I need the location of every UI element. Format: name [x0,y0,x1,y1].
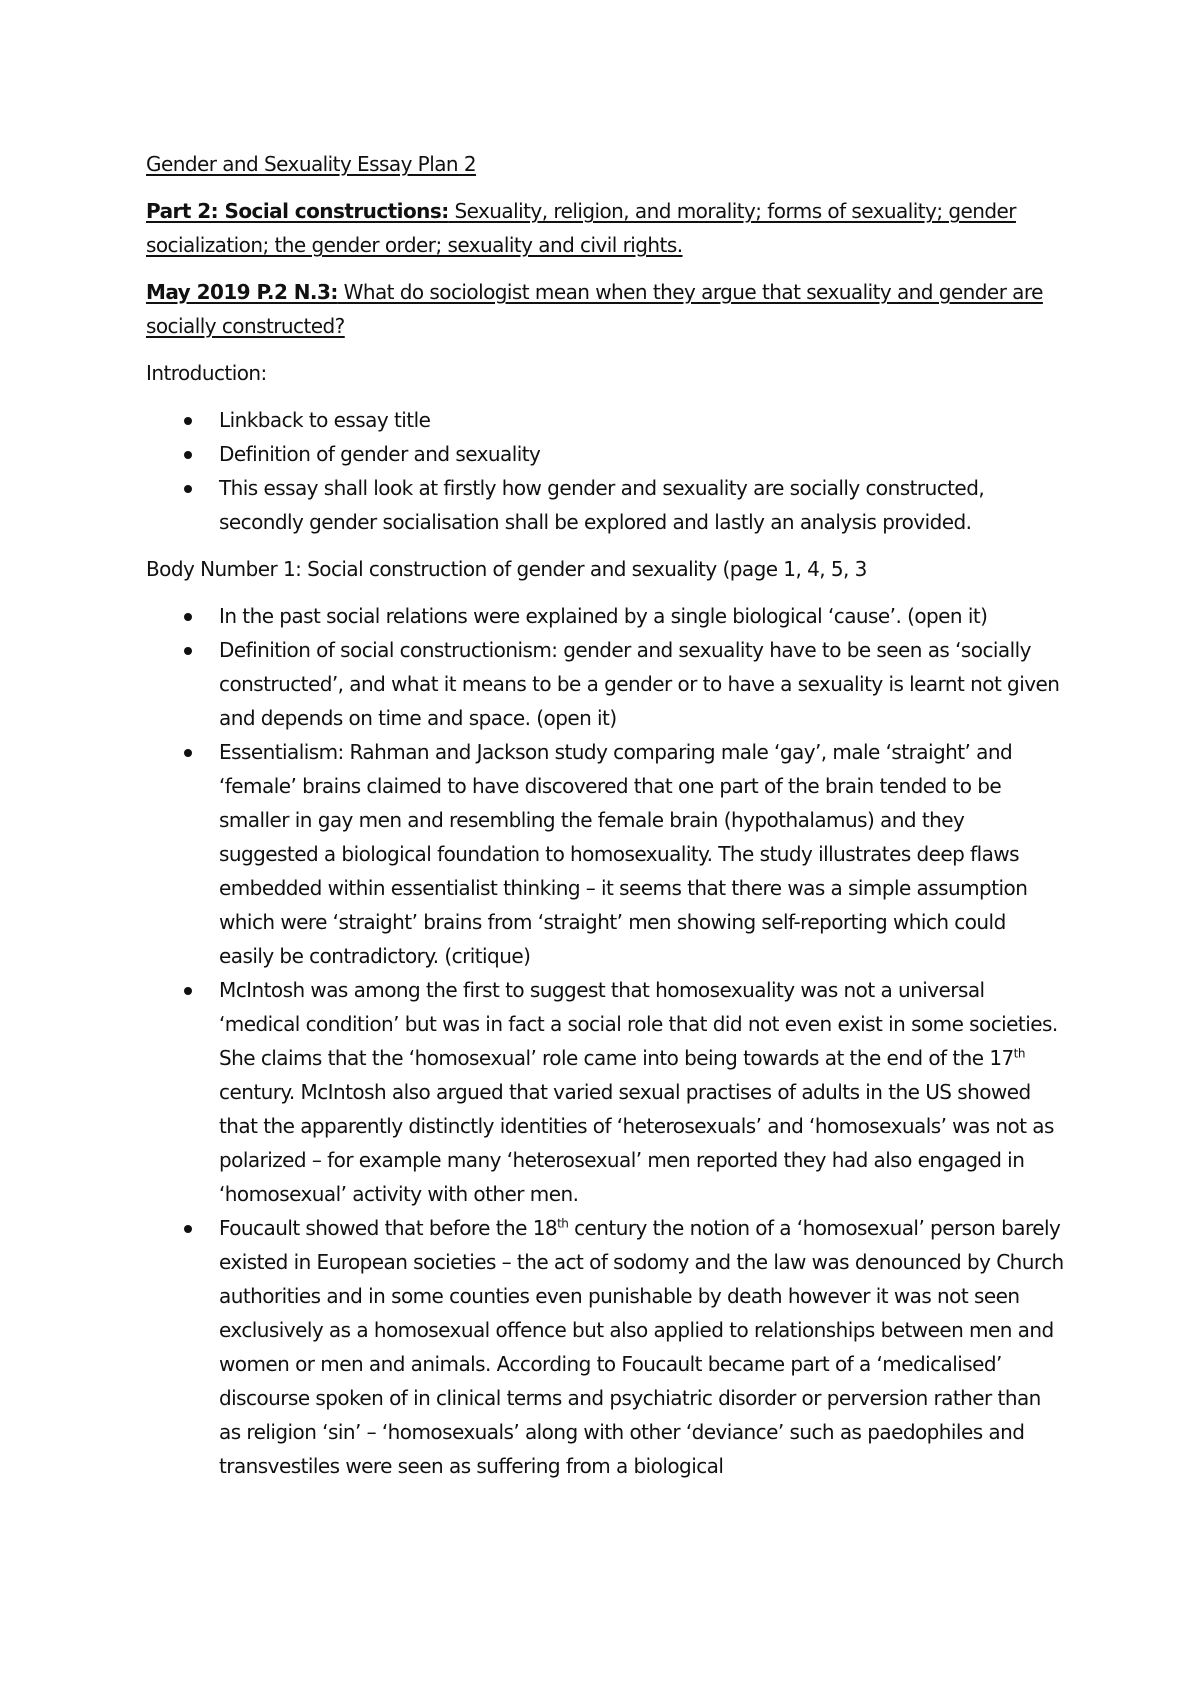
bullet-icon [184,647,192,655]
question-heading [146,275,1066,343]
bullet-icon [184,749,192,757]
list-item-mcintosh: McIntosh was among the first to suggest that homosexuality was not a universal ‘medical condition’ but was in fact a social role that did not even exist in some societies. She claims that the ‘homosexual’ role came into being towards at the end of the 17th century. McIntosh also argued that varied sexual practises of adults in the US showed that the apparently distinctly identities of ‘heterosexuals’ and ‘homosexuals’ was not as polarized – for example many ‘heterosexual’ men reported they had also engaged in ‘homosexual’ activity with other men. [146,973,1066,1211]
part-label: Part 2: Social constructions: [146,199,449,223]
list-item: Linkback to essay title [146,403,1066,437]
question-text: What do sociologist mean when they argue that sexuality and gender are socially constructed? [146,280,1043,338]
list-item-foucault: Foucault showed that before the 18th century the notion of a ‘homosexual’ person barely existed in European societies – the act of sodomy and the law was denounced by Church authorities and in some counties even punishable by death however it was not seen exclusively as a homosexual offence but also applied to relationships between men and women or men and animals. According to Foucault became part of a ‘medicalised’ discourse spoken of in clinical terms and psychiatric disorder or perversion rather than as religion ‘sin’ – ‘homosexuals’ along with other ‘deviance’ such as paedophiles and transvestiles were seen as suffering from a biological [146,1211,1066,1483]
bullet-icon [184,613,192,621]
bullet-icon [184,451,192,459]
list-item: Definition of gender and sexuality [146,437,1066,471]
introduction-heading: Introduction: [146,361,267,385]
question-label: May 2019 P.2 N.3: [146,280,338,304]
document-title: Gender and Sexuality Essay Plan 2 [146,152,477,176]
bullet-icon [184,485,192,493]
bullet-icon [184,987,192,995]
bullet-icon [184,1225,192,1233]
document-body [146,147,1066,1496]
introduction-list [146,403,1066,539]
body1-heading: Body Number 1: Social construction of gender and sexuality (page 1, 4, 5, 3 [146,557,867,581]
part-text: Sexuality, religion, and morality; forms of sexuality; gender socialization; the gender order; sexuality and civil rights. [146,199,1016,257]
list-item: This essay shall look at firstly how gender and sexuality are socially constructed, secondly gender socialisation shall be explored and lastly an analysis provided. [146,471,1066,539]
body1-list [146,599,1066,1483]
part-heading [146,194,1066,262]
list-item: Essentialism: Rahman and Jackson study comparing male ‘gay’, male ‘straight’ and ‘female’ brains claimed to have discovered that one part of the brain tended to be smaller in gay men and resembling the female brain (hypothalamus) and they suggested a biological foundation to homosexuality. The study illustrates deep flaws embedded within essentialist thinking – it seems that there was a simple assumption which were ‘straight’ brains from ‘straight’ men showing self-reporting which could easily be contradictory. (critique) [146,735,1066,973]
list-item: In the past social relations were explained by a single biological ‘cause’. (open it) [146,599,1066,633]
bullet-icon [184,417,192,425]
list-item: Definition of social constructionism: gender and sexuality have to be seen as ‘socially constructed’, and what it means to be a gender or to have a sexuality is learnt not given and depends on time and space. (open it) [146,633,1066,735]
